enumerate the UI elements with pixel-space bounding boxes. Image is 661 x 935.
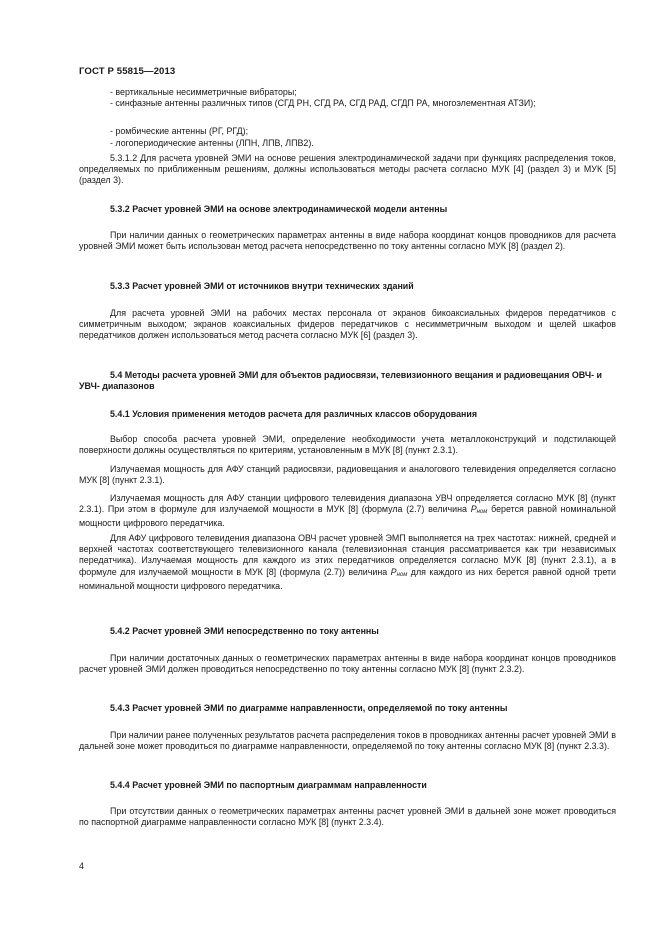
document-header: ГОСТ Р 55815—2013 bbox=[79, 66, 176, 77]
power-symbol: P bbox=[470, 504, 477, 515]
section-heading-5-4-3: 5.4.3 Расчет уровней ЭМИ по диаграмме направленности, определяемой по току антенны bbox=[110, 703, 508, 713]
section-heading-5-4-4: 5.4.4 Расчет уровней ЭМИ по паспортным диаграммам направленности bbox=[110, 780, 427, 790]
section-heading-5-3-3: 5.3.3 Расчет уровней ЭМИ от источников внутри технических зданий bbox=[110, 281, 414, 291]
paragraph-5-4-3: При наличии ранее полученных результатов расчета распределения токов в проводниках антенны расчет уровней ЭМИ в дальней зоне может проводиться по диаграмме направленности, определяемой по току антенны согласно МУК [8] (пункт 2.3.3). bbox=[79, 730, 616, 752]
section-heading-5-4-1: 5.4.1 Условия применения методов расчета для различных классов оборудования bbox=[110, 409, 478, 419]
power-subscript: ном bbox=[396, 571, 408, 578]
power-subscript: ном bbox=[476, 509, 488, 516]
paragraph-5-4-1-d: Для АФУ цифрового телевидения диапазона ОВЧ расчет уровней ЭМП выполняется на трех частотах: нижней, средней и верхней частотах соответствующего телевизионного канала (телевизионная станция рассматривается как три независимых передатчика). Излучаемая мощность для каждого из этих передатчиков определяется согласно МУК [8] (пункт 2.3.1), а в формуле для излучаемой мощности в МУК [8] (формула (2.7)) величина Pном для каждого из них берется равной одной трети номинальной мощности цифрового передатчика. bbox=[79, 533, 616, 591]
document-page bbox=[79, 0, 616, 935]
list-item: - логопериодические антенны (ЛПН, ЛПВ, ЛПВ2). bbox=[110, 138, 314, 148]
power-symbol: P bbox=[390, 566, 397, 577]
section-heading-5-4-2: 5.4.2 Расчет уровней ЭМИ непосредственно по току антенны bbox=[110, 626, 379, 636]
section-heading-5-4: 5.4 Методы расчета уровней ЭМИ для объектов радиосвязи, телевизионного вещания и радиовещания ОВЧ- и УВЧ- диапазонов bbox=[79, 370, 602, 392]
list-item: - вертикальные несимметричные вибраторы; bbox=[110, 87, 297, 97]
page-number: 4 bbox=[79, 861, 85, 871]
paragraph-5-4-2: При наличии достаточных данных о геометрических параметрах антенны в виде набора координат концов проводников расчет уровней ЭМИ должен проводиться непосредственно по току антенны согласно МУК [8] (пункт 2.3.2). bbox=[79, 653, 616, 675]
paragraph-5-3-3: Для расчета уровней ЭМИ на рабочих местах персонала от экранов бикоаксиальных фидеров передатчиков с симметричным выходом; экранов коаксиальных фидеров передатчиков с несимметричным выходом и щелей шкафов передатчиков должен использоваться метод расчета согласно МУК [6] (раздел 3). bbox=[79, 308, 616, 341]
list-item: - синфазные антенны различных типов (СГД РН, СГД РА, СГД РАД, СГДП РА, многоэлементная АТЗИ); bbox=[110, 98, 536, 108]
paragraph-5-4-1-b: Излучаемая мощность для АФУ станций радиосвязи, радиовещания и аналогового телевидения определяется согласно МУК [8] (пункт 2.3.1). bbox=[79, 464, 616, 486]
paragraph-5-3-2: При наличии данных о геометрических параметрах антенны в виде набора координат концов проводников для расчета уровней ЭМИ может быть использован метод расчета непосредственно по току антенны согласно МУК [8] (раздел 2). bbox=[79, 230, 616, 252]
list-item: - ромбические антенны (РГ, РГД); bbox=[110, 126, 249, 136]
paragraph-5-4-1-a: Выбор способа расчета уровней ЭМИ, определение необходимости учета металлоконструкций и подстилающей поверхности должны осуществляться по критериям, установленным в МУК [8] (пункт 2.3.1). bbox=[79, 434, 616, 456]
paragraph-5-4-1-c: Излучаемая мощность для АФУ станции цифрового телевидения диапазона УВЧ определяется согласно МУК [8] (пункт 2.3.1). При этом в формуле для излучаемой мощности в МУК [8] (формула (2.7) величина Pном берется равной номинальной мощности цифрового передатчика. bbox=[79, 493, 616, 529]
paragraph-5-3-1-2: 5.3.1.2 Для расчета уровней ЭМИ на основе решения электродинамической задачи при функциях распределения токов, определяемых по приближенным решениям, должны использоваться методы расчета согласно МУК [4] (раздел 3) и МУК [5] (раздел 3). bbox=[79, 153, 616, 186]
section-heading-5-3-2: 5.3.2 Расчет уровней ЭМИ на основе электродинамической модели антенны bbox=[110, 204, 448, 214]
paragraph-5-4-4: При отсутствии данных о геометрических параметрах антенны расчет уровней ЭМИ в дальней зоне может проводиться по паспортной диаграмме направленности согласно МУК [8] (пункт 2.3.4). bbox=[79, 806, 616, 828]
